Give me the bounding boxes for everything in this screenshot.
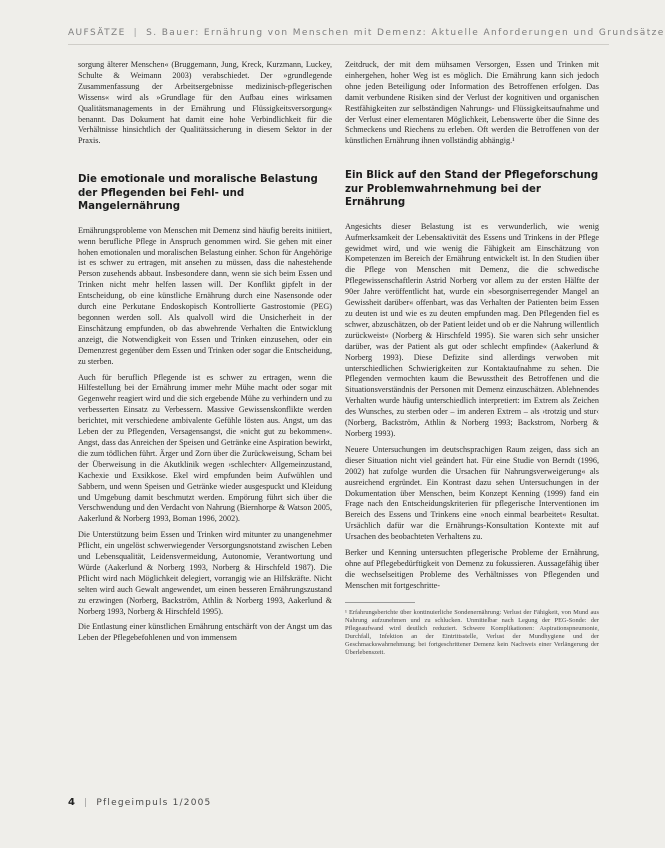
running-header-title: S. Bauer: Ernährung von Menschen mit Demenz: Aktuelle Anforderungen und Grundsätze (146, 28, 665, 38)
paragraph: Angesichts dieser Belastung ist es verwunderlich, wie wenig Aufmerksamkeit der Lebensaktivität des Essens und Trinkens in der Pflege gewidmet wird, und wie wenig die Fähigkeit am Einschätzung von Kompetenzen im Bereich der Ernährung entwickelt ist. In den Studien über die Pflege von Menschen mit Demenz, die die schwedische Pflegewissenschaftlerin Astrid Norberg vor allem zu der ersten Hälfte der 90er Jahre veröffentlicht hat, wurde ein »besorgniserregender Mangel an Gewissheit darüber« offenbart, was das Verhalten der Patienten beim Essen zu deuten ist und wie es zu deuten empfunden mag. Den Pflegenden fiel es schwer, abzuschätzen, ob der Patient leidet und ob er die Nahrung willentlich zurückweist« (Norberg & Hirschfeld 1995). Sie waren sich sehr unsicher darüber, was der Patient als gut oder schlecht empfinde« (Aakerlund & Norberg 1993). Diese Defizite sind allerdings verwoben mit unterschiedlichen Schwierigkeiten zur Kontaktaufnahme zu sehen. Die Pflegenden vermochten kaum die Bewusstheit des Betroffenen und die Situationsverständnis der Personen mit Demenz einzuschätzen. Ablehnendes Verhalten wurde häufig unterschiedlich interpretiert: im Extrem als Zeichen des Wunsches, zu sterben oder – im anderen Extrem – als ›trotzig und stur‹ (Norberg, Backström, Athlin & Norberg 1993; Backstrom, Norberg & Norberg 1993). (345, 221, 599, 438)
running-header-section: AUFSÄTZE (68, 28, 126, 38)
header-rule (68, 44, 609, 45)
section-heading-emotional-burden: Die emotionale und moralische Belastung der Pflegenden bei Fehl- und Mangelernährung (78, 174, 318, 213)
section-heading-research-status: Ein Blick auf den Stand der Pflegeforschung zur Problemwahrnehmung bei der Ernährung (345, 170, 599, 209)
paragraph: Ernährungsprobleme von Menschen mit Demenz sind häufig bereits initiiert, wenn berufliche Pflege in Anspruch genommen wird. Sie gehen mit einer hohen emotionalen und moralischen Belastung einher. Schon für Angehörige ist es schwer zu ertragen, mit ansehen zu müssen, dass die nahestehende Person zusehends abbaut. Insbesondere dann, wenn sie sich beim Essen und Trinken nicht mehr helfen lassen will. Der Konflikt gipfelt in der Entscheidung, ob eine künstliche Ernährung durch eine Nasensonde oder durch eine Perkutane Endoskopisch Kontrollierte Gastrostomie (PEG) begonnen werden soll. Als qualvoll wird die Unsicherheit in der Einschätzung empfunden, ob das abwehrende Verhalten die Entwicklung anzeigt, die Notwendigkeit von Essen und Trinken einzusehen, oder ein Demenzrest gegenüber dem Essen und Trinken oder sogar die Entscheidung, zu sterben. (78, 225, 332, 366)
continued-paragraph: Zeitdruck, der mit dem mühsamen Versorgen, Essen und Trinken mit einhergehen, hoher Weg ist es möglich. Die Ernährung kann sich jedoch ohne jeden Beteiligung oder Information des Betroffenen erfolgen. Das damit verbundene Risiken sind der Verlust der kognitiven und organischen Restfähigkeiten zur selbständigen Nahrungs- und Flüssigkeitsaufnahme und der Verlust einer elementaren Möglichkeit, Lebenswerte über die Sinne des Schmeckens und Riechens zu erleben. Oft werden die Betroffenen von der künstlichen Ernährung ihnen vollständig abhängig.¹ (345, 60, 599, 146)
journal-name: Pflegeimpuls 1/2005 (96, 798, 212, 808)
footer-separator: | (84, 798, 89, 808)
page-number: 4 (68, 797, 77, 808)
paragraph: Neuere Untersuchungen im deutschsprachigen Raum zeigen, dass sich an dieser Situation nicht viel geändert hat. Für eine Studie von Berndt (1996, 2002) hat zufolge wurden die Ursachen für Nahrungsverweigerung« als ausreichend ergründet. Ein Kontrast dazu sehen Untersuchungen in der Dokumentation über Menschen, beim Konzept Kenning (1999) fand ein Frage nach den Entscheidungskriterien für pflegerische Interventionen im Bereich des Essens und Trinkens eine »noch einmal bearbeitet« Resultat. Ursächlich dafür war die Ernährungs-Konsultation Kontexte mit auf Ursachen des beobachteten Verhaltens zu. (345, 444, 599, 542)
footnote: ¹ Erfahrungsberichte über kontinuierliche Sondenernährung: Verlust der Fähigkeit, von Mund aus Nahrung aufzunehmen und zu schlucken. Unmittelbar nach Legung der PEG-Sonde: der Pflegeaufwand wird deutlich reduziert. Schwere Komplikationen: Aspirationspneumonie, Durchfall, Infektion an der Eintrittsstelle, Verlust der Mundhygiene und der Geschmackswahrnehmung; bei fortgeschrittener Demenz kein Nachweis einer Verlängerung der Überlebenszeit. (345, 608, 599, 657)
page-footer (68, 797, 212, 811)
paragraph: Die Unterstützung beim Essen und Trinken wird mitunter zu unangenehmer Pflicht, ein ungelöst schwerwiegender Versorgungsnotstand zwischen Leben und Lebensqualität, Leidensvermeidung, Autonomie, Verantwortung und Würde (Aakerlund & Norberg 1993, Norberg & Hirschfeld 1987). Die Pflicht wird nach Möglichkeit delegiert, vorrangig wie an Hilfskräfte. Nicht selten wird auch Gewalt angewendet, um einen besseren Ernährungszustand zu erzwingen (Norberg, Backström, Athlin & Norberg 1993, Aakerlund & Norberg 1993, Norberg & Hirschfeld 1995). (78, 530, 332, 616)
paragraph: Berker und Kenning untersuchten pflegerische Probleme der Ernährung, ohne auf Pflegebedürftigkeit von Demenz zu fokussieren. Aussagefähig über die wechselseitigen Probleme des Verhältnisses von Pflegenden und Menschen mit fortgeschritte- (345, 548, 599, 590)
paragraph: Auch für beruflich Pflegende ist es schwer zu ertragen, wenn die Hilfestellung bei der Ernährung immer mehr Mühe macht oder sogar mit Gegenwehr reagiert wird und die sich ergebende Mühe zu verhindern und zu verbesserten Einsatz zu Verbessern. Massive Gewissenskonflikte werden berichtet, mit verschiedene ambivalente Gefühle lösten aus. Angst, um das Leben der zu Pflegenden, Versagensangst, die »nicht gut zu bekommen«. Angst, dass das Anreichen der Speisen und Getränke eine Aspiration bewirkt, die zum tödlichen führt. Ärger und Zorn über die Zurückweisung, Scham bei der Überweisung in die Akutklinik wegen ›schlechter‹ Allgemeinzustand, Kachexie und Exsikkose. Ekel wird empfunden beim Aufwühlen und Sabbern, und wenn Speisen und Getränke wieder ausgespuckt und Kleidung und Umgebung damit beschmutzt werden. Empörung führt sich über die Verschwendung und den Verdacht von Nahrung (Biernhorpe & Watson 2005, Aakerlund & Norberg 1993, Boman 1996, 2002). (78, 372, 332, 524)
intro-paragraph: sorgung älterer Menschen« (Bruggemann, Jung, Kreck, Kurzmann, Luckey, Schulte & Weimann 2003) verabschiedet. Der »grundlegende Zusammenfassung der Arbeitsergebnisse medizinisch-pflegerischen Wissens« wird als »Grundlage für den Aufbau eines wirksamen Qualitätsmanagements in der Ernährung und Flüssigkeitsversorgung« benannt. Das Dokument hat damit eine hohe Verbindlichkeit für die Verhältnisse hinsichtlich der Qualitätssicherung in diesem Sektor in der Praxis. (78, 60, 332, 146)
left-column (78, 60, 332, 649)
right-column (345, 60, 599, 662)
paragraph: Die Entlastung einer künstlichen Ernährung entschärft von der Angst um das Leben der Pflegebefohlenen und von immensem (78, 622, 332, 643)
running-header-separator: | (133, 28, 139, 38)
footnote-divider (345, 602, 415, 603)
running-header (68, 28, 665, 42)
